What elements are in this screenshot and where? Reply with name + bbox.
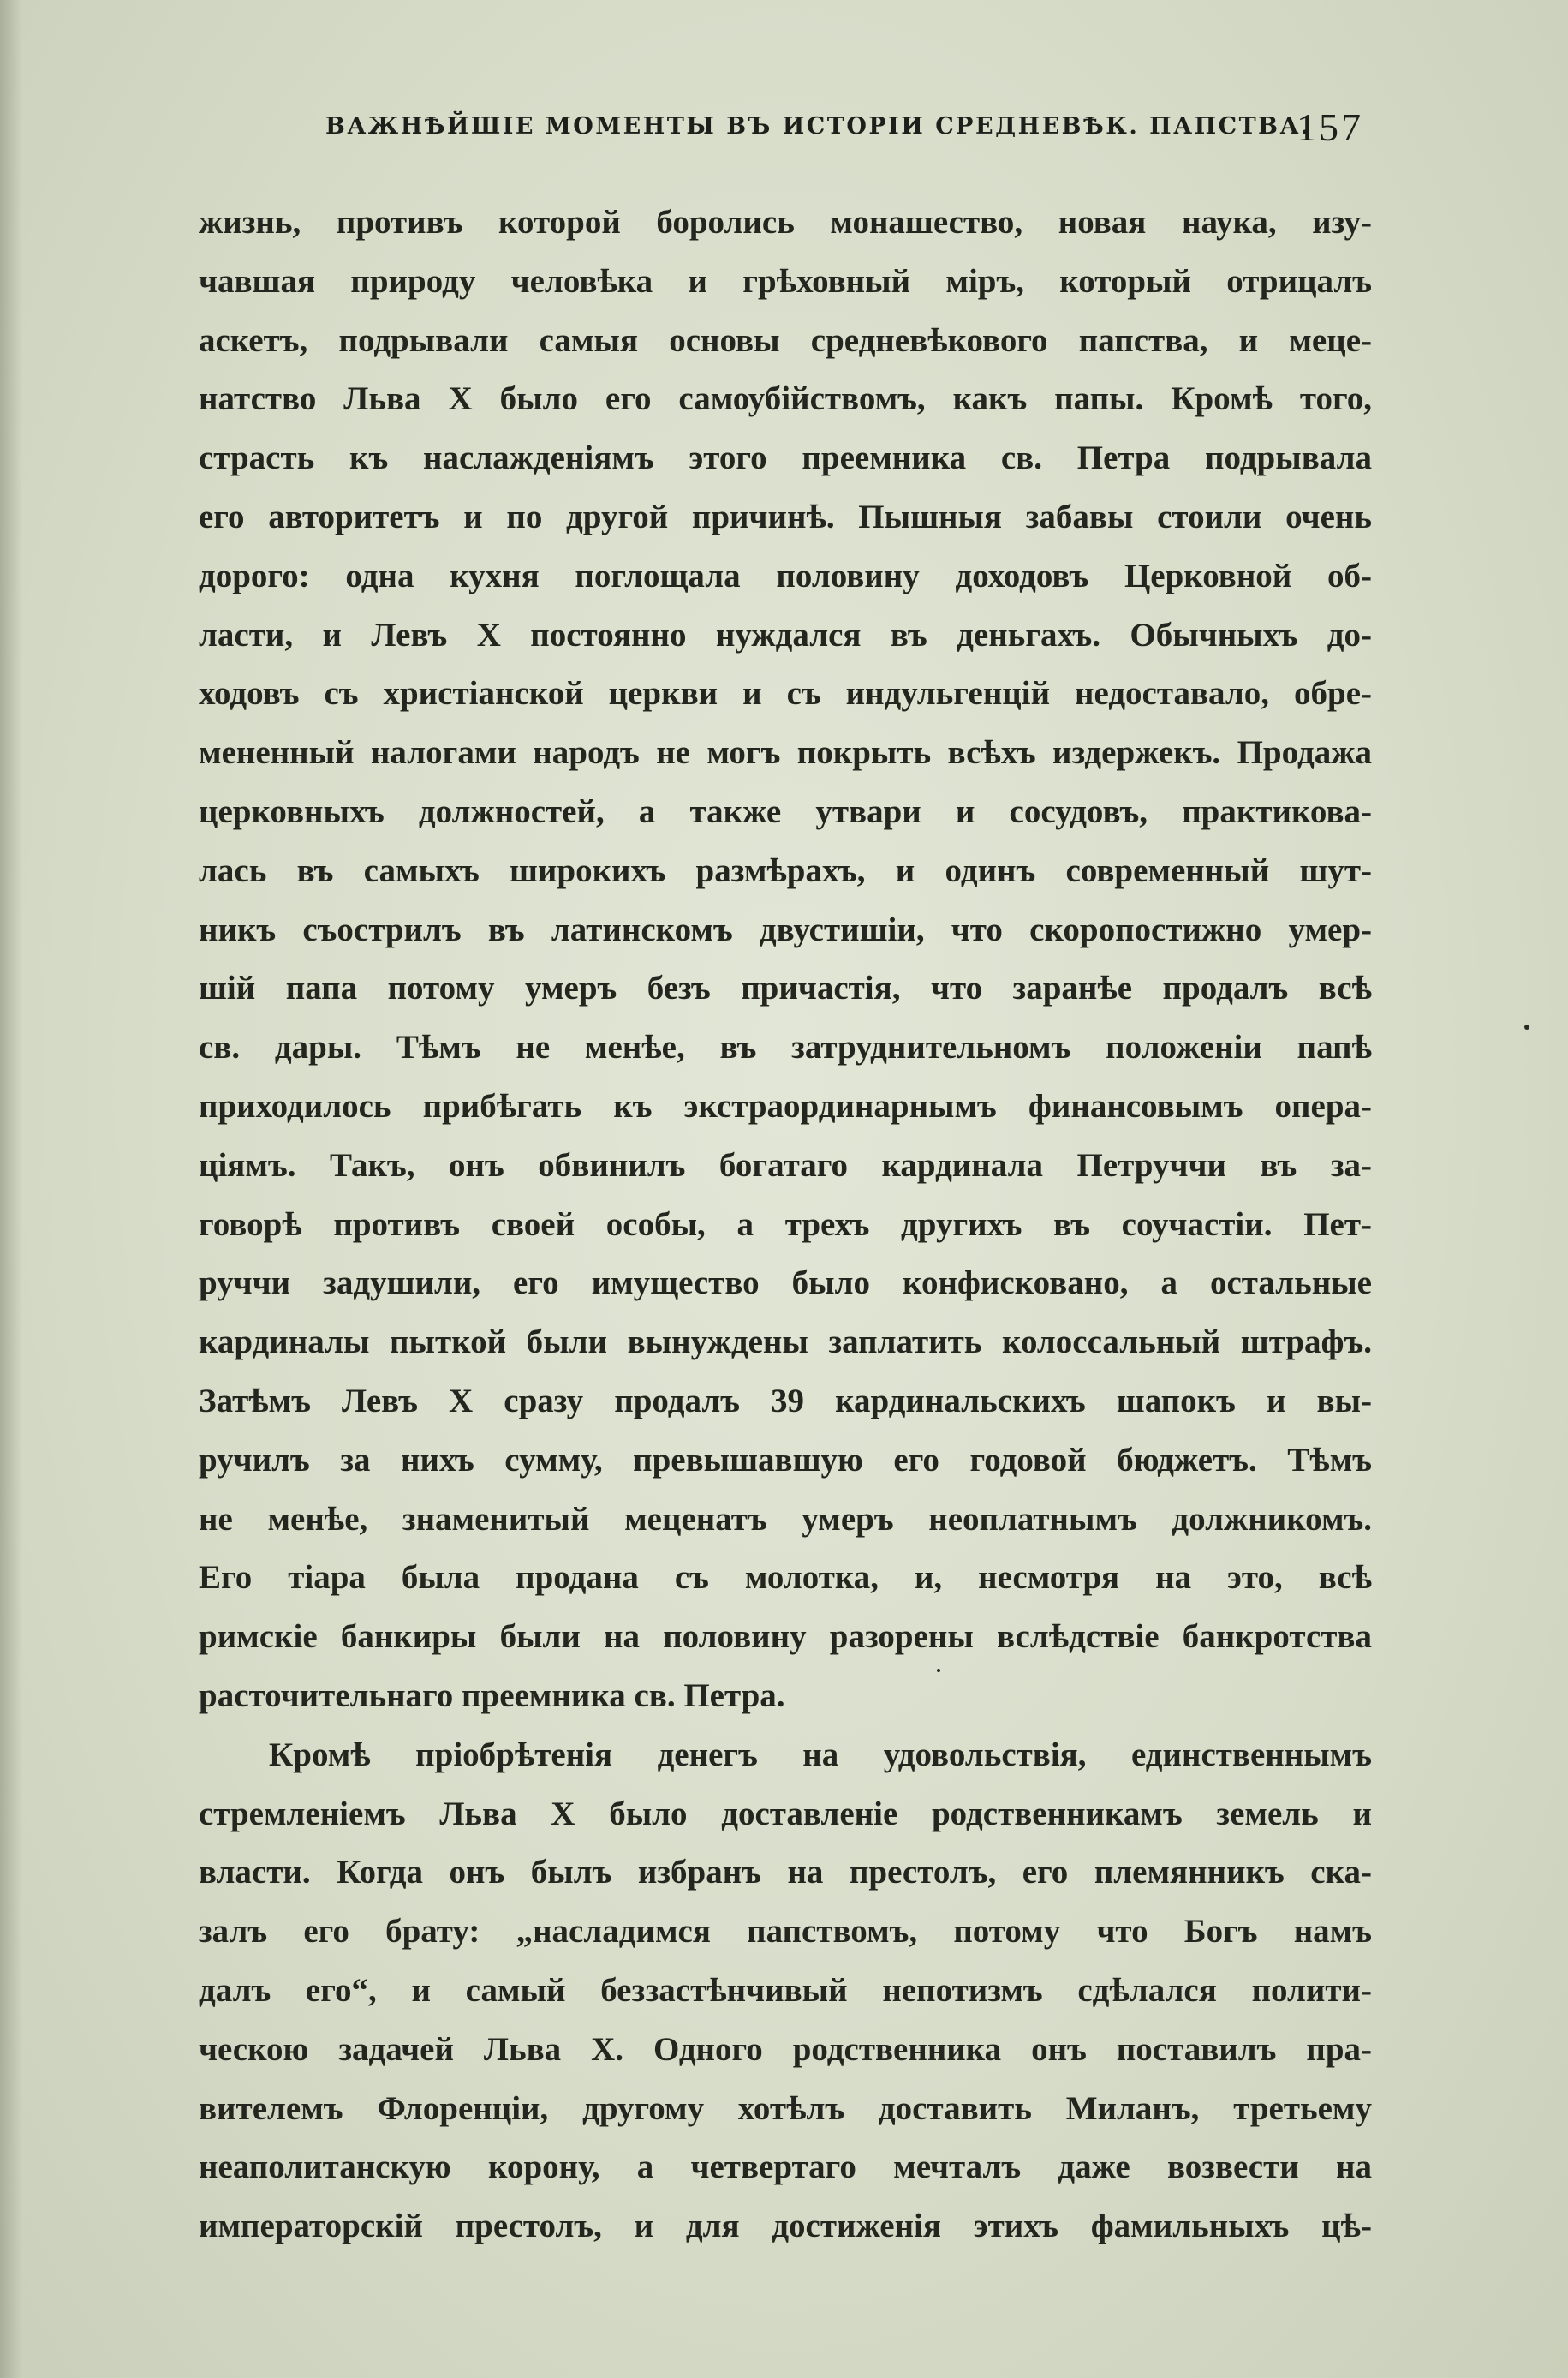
text-line: св. дары. Тѣмъ не менѣе, въ затруднительномъ положеніи папѣ [199,1029,1372,1067]
page-number: 157 [1297,105,1363,149]
text-line: чавшая природу человѣка и грѣховный міръ, который отрицалъ [199,262,1372,300]
text-line: ручилъ за нихъ сумму, превышавшую его годовой бюджетъ. Тѣмъ [199,1441,1372,1479]
text-line: шій папа потому умеръ безъ причастія, что заранѣе продалъ всѣ [199,970,1372,1007]
text-line: аскетъ, подрывали самыя основы средневѣкового папства, и меце- [199,321,1372,359]
text-line: Затѣмъ Левъ X сразу продалъ 39 кардинальскихъ шапокъ и вы- [199,1382,1372,1419]
text-line: его авторитетъ и по другой причинѣ. Пышныя забавы стоили очень [199,498,1372,535]
text-line: кардиналы пыткой были вынуждены заплатить колоссальный штрафъ. [199,1323,1372,1361]
text-line: ческою задачей Льва X. Одного родственника онъ поставилъ пра- [199,2030,1372,2068]
text-line: далъ его“, и самый беззастѣнчивый непотизмъ сдѣлался полити- [199,1971,1372,2009]
text-line: никъ съострилъ въ латинскомъ двустишіи, что скоропостижно умер- [199,911,1372,948]
text-line: страсть къ наслажденіямъ этого преемника св. Петра подрывала [199,439,1372,477]
text-line: ходовъ съ христіанской церкви и съ индульгенцій недоставало, обре- [199,675,1372,713]
text-line: лась въ самыхъ широкихъ размѣрахъ, и одинъ современный шут- [199,851,1372,889]
text-line: вителемъ Флоренціи, другому хотѣлъ доставить Миланъ, третьему [199,2089,1372,2127]
text-line: стремленіемъ Льва X было доставленіе родственникамъ земель и [199,1795,1372,1832]
text-line: дорого: одна кухня поглощала половину доходовъ Церковной об- [199,557,1372,594]
text-line: жизнь, противъ которой боролись монашество, новая наука, изу- [199,204,1372,241]
text-line: церковныхъ должностей, а также утвари и сосудовъ, практикова- [199,792,1372,830]
running-title: ВАЖНѢЙШІЕ МОМЕНТЫ ВЪ ИСТОРІИ СРЕДНЕВѢК. ПАПСТВА. [325,113,1311,140]
body-text [199,194,1372,2256]
text-line: говорѣ противъ своей особы, а трехъ другихъ въ соучастіи. Пет- [199,1205,1372,1243]
paragraph [199,194,1372,1726]
text-line: ласти, и Левъ X постоянно нуждался въ деньгахъ. Обычныхъ до- [199,616,1372,654]
text-line: натство Льва X было его самоубійствомъ, какъ папы. Кромѣ того, [199,380,1372,418]
text-line: Его тіара была продана съ молотка, и, несмотря на это, всѣ [199,1559,1372,1597]
text-line: ціямъ. Такъ, онъ обвинилъ богатаго кардинала Петруччи въ за- [199,1146,1372,1184]
page-header [199,105,1372,156]
text-line: приходилось прибѣгать къ экстраординарнымъ финансовымъ опера- [199,1087,1372,1125]
print-speck [1524,1025,1529,1030]
print-speck [937,1669,940,1672]
paragraph [199,1726,1372,2256]
paragraphs [199,194,1372,2256]
text-line: руччи задушили, его имущество было конфисковано, а остальные [199,1264,1372,1302]
text-line: неаполитанскую корону, а четвертаго мечталъ даже возвести на [199,2148,1372,2186]
text-line: мененный налогами народъ не могъ покрыть всѣхъ издержекъ. Продажа [199,734,1372,772]
text-line: залъ его брату: „насладимся папствомъ, потому что Богъ намъ [199,1913,1372,1951]
text-line: расточительнаго преемника св. Петра. [199,1676,785,1714]
text-line: римскіе банкиры были на половину разорены вслѣдствіе банкротства [199,1618,1372,1656]
text-line: императорскій престолъ, и для достиженія этихъ фамильныхъ цѣ- [199,2208,1372,2245]
text-line: не менѣе, знаменитый меценатъ умеръ неоплатнымъ должникомъ. [199,1500,1372,1538]
text-line: Кромѣ пріобрѣтенія денегъ на удовольствія, единственнымъ [269,1736,1372,1773]
text-line: власти. Когда онъ былъ избранъ на престолъ, его племянникъ ска- [199,1854,1372,1891]
